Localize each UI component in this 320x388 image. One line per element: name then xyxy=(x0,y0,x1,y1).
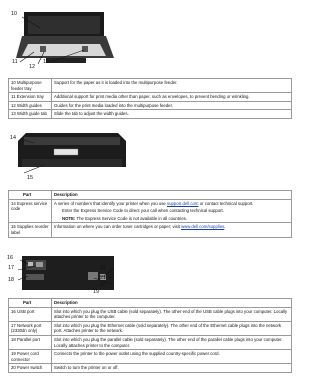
table-row xyxy=(9,110,292,119)
description-text: A series of numbers that identify your printer when you use xyxy=(54,200,167,206)
part-number: 10 xyxy=(11,80,16,85)
table-row xyxy=(9,101,292,110)
part-name: Width guide tab xyxy=(16,111,47,117)
part-number: 13 xyxy=(11,111,16,117)
table-row xyxy=(9,307,292,321)
part-description: Connects the printer to the power outlet using the supplied country-specific power cord. xyxy=(52,350,292,364)
description-text: . xyxy=(224,224,226,230)
header-part: Part xyxy=(9,191,52,200)
labels-parts-table xyxy=(8,190,292,238)
part-number: 18 xyxy=(11,336,16,342)
callout-14: 14 xyxy=(10,135,16,141)
callout-19: 19 xyxy=(93,289,99,295)
table-row xyxy=(9,321,292,335)
part-description: Additional support for print media other than paper, such as envelopes, to prevent bending or wrinkling. xyxy=(52,93,292,102)
supplies-link[interactable]: www.dell.com/supplies xyxy=(181,224,225,230)
table-row xyxy=(9,199,292,223)
part-name: Power switch xyxy=(16,365,43,371)
part-name: Width guides xyxy=(16,102,42,108)
header-description: Description xyxy=(52,191,292,200)
part-name: USB port xyxy=(16,308,35,314)
part-description: Guides for the print media loaded into the multipurpose feeder. xyxy=(52,101,292,110)
table-row xyxy=(9,364,292,373)
part-name: Express service code xyxy=(11,200,48,212)
part-description: Slot into which you plug the Ethernet cable (sold separately). The other end of the Ethernet cable plugs into the network port. Attaches printer to the network. xyxy=(52,321,292,335)
part-number: 11 xyxy=(11,94,16,100)
callout-21: 21 xyxy=(100,275,106,281)
callout-11: 11 xyxy=(12,59,18,65)
table-row xyxy=(9,350,292,364)
part-number: 12 xyxy=(11,102,16,108)
description-text: Information on where you can order toner cartridges or paper; visit xyxy=(54,224,182,230)
ports-parts-table xyxy=(8,298,292,373)
callout-16: 16 xyxy=(7,255,13,261)
part-description: Slot into which you plug the USB cable (sold separately). The other end of the USB cable plugs into your computer. Locally attaches printer to the computer. xyxy=(52,307,292,321)
part-number: 15 xyxy=(11,224,16,230)
note-label: NOTE: xyxy=(62,215,76,221)
part-number: 17 xyxy=(11,322,16,328)
table-header-row xyxy=(9,191,292,200)
table-row xyxy=(9,93,292,102)
header-part: Part xyxy=(9,299,52,308)
callout-15: 15 xyxy=(27,175,33,181)
callout-12: 12 xyxy=(29,64,35,70)
part-description: Slot into which you plug the parallel cable (sold separately). The other end of the parallel cable plugs into your computer. Locally attaches printer to the computer. xyxy=(52,335,292,349)
note-text: The Express Service Code is not available in all countries. xyxy=(75,215,188,221)
part-name: Multipurpose feeder tray xyxy=(11,80,42,91)
part-description xyxy=(52,223,292,237)
description-indent: Enter the Express Service Code to direct your call when contacting technical support. xyxy=(62,208,224,214)
description-text: or contact technical support. xyxy=(198,200,254,206)
feeder-parts-table xyxy=(8,78,292,119)
support-link[interactable]: support.dell.com xyxy=(166,200,199,206)
part-name: Supplies reorder label xyxy=(11,224,49,235)
callout-22: 22 xyxy=(100,265,106,271)
part-description: Switch to turn the printer on or off. xyxy=(52,364,292,373)
callout-18: 18 xyxy=(8,277,14,283)
header-description: Description xyxy=(52,299,292,308)
table-row xyxy=(9,335,292,349)
callout-17: 17 xyxy=(8,265,14,271)
part-name: Network port (2330dn only) xyxy=(11,322,42,334)
part-number: 14 xyxy=(11,200,16,206)
part-number: 19 xyxy=(11,351,16,357)
part-name: Power cord connector xyxy=(11,351,39,362)
figure-printer-rear-ports xyxy=(14,254,124,294)
part-name: Parallel port xyxy=(16,336,40,342)
part-description: Slide the tab to adjust the width guides. xyxy=(52,110,292,119)
figure-multipurpose-feeder xyxy=(10,6,130,74)
callout-20: 20 xyxy=(100,282,106,288)
table-header-row xyxy=(9,299,292,308)
part-number: 16 xyxy=(11,308,16,314)
callout-13: 13 xyxy=(43,59,49,65)
part-description xyxy=(52,199,292,223)
part-name: Extension tray xyxy=(16,94,44,100)
part-description: Support for the paper as it is loaded into the multipurpose feeder. xyxy=(52,79,292,93)
table-row xyxy=(9,79,292,93)
figure-printer-labels xyxy=(14,129,134,179)
callout-10: 10 xyxy=(11,11,17,17)
part-number: 20 xyxy=(11,365,16,371)
note xyxy=(54,216,289,222)
table-row xyxy=(9,223,292,237)
